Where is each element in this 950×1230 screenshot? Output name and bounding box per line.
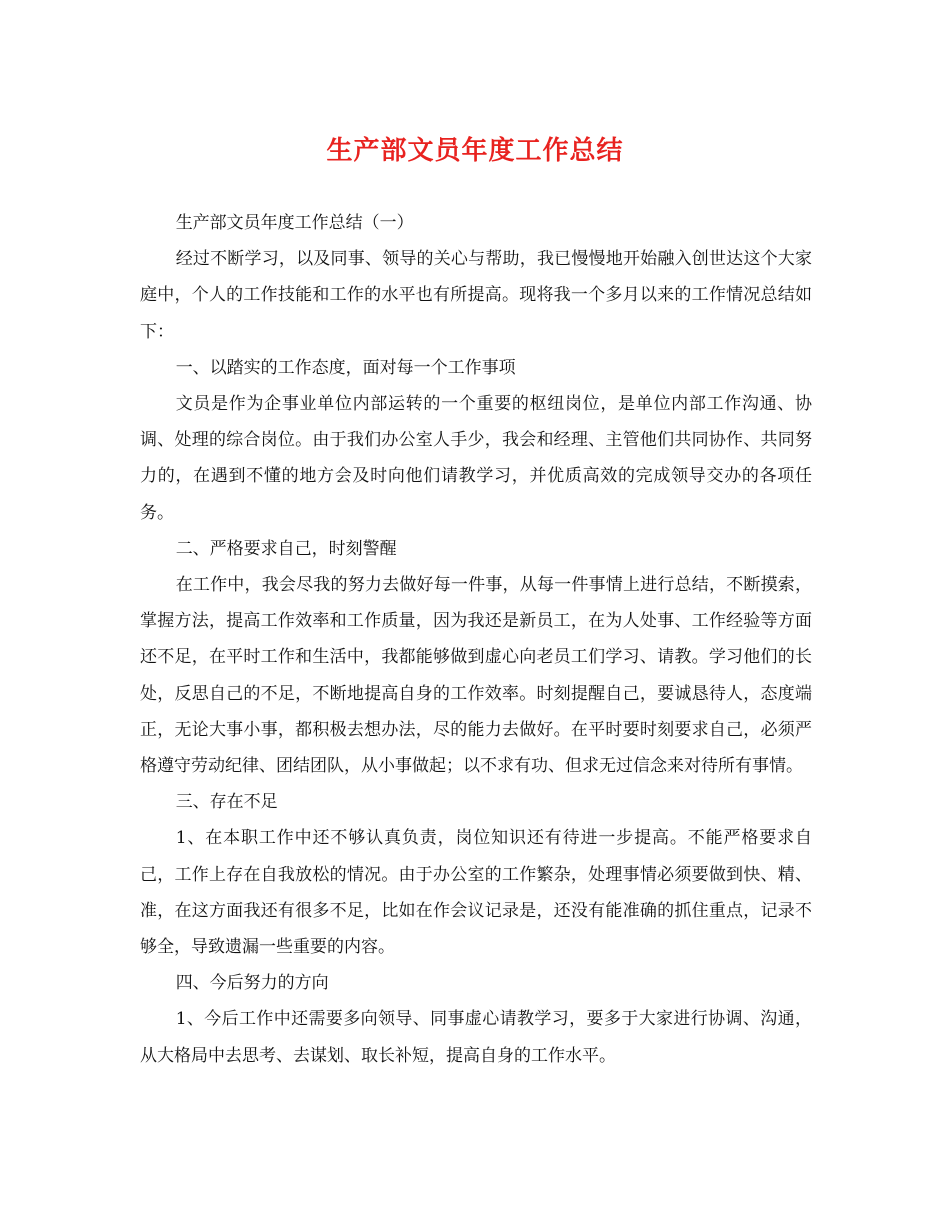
section-heading-2: 二、严格要求自己，时刻警醒 bbox=[175, 538, 397, 559]
intro-paragraph: 经过不断学习，以及同事、领导的关心与帮助，我已慢慢地开始融入创世达这个大家庭中，个人的工作技能和工作的水平也有所提高。现将我一个多月以来的工作情况总结如下： bbox=[140, 249, 812, 342]
subtitle-paragraph: 生产部文员年度工作总结（一） bbox=[175, 213, 414, 233]
section-heading-1: 一、以踏实的工作态度，面对每一个工作事项 bbox=[175, 357, 516, 378]
document-body bbox=[140, 205, 812, 1074]
section-heading-4: 四、今后努力的方向 bbox=[175, 973, 329, 994]
section-1-paragraph: 文员是作为企事业单位内部运转的一个重要的枢纽岗位，是单位内部工作沟通、协调、处理的综合岗位。由于我们办公室人手少，我会和经理、主管他们共同协作、共同努力的，在遇到不懂的地方会及时向他们请教学习，并优质高效的完成领导交办的各项任务。 bbox=[140, 394, 812, 523]
section-4-paragraph: 1、今后工作中还需要多向领导、同事虚心请教学习，要多于大家进行协调、沟通，从大格局中去思考、去谋划、取长补短，提高自身的工作水平。 bbox=[140, 1009, 812, 1066]
section-3-paragraph: 1、在本职工作中还不够认真负责，岗位知识还有待进一步提高。不能严格要求自己，工作上存在自我放松的情况。由于办公室的工作繁杂，处理事情必须要做到快、精、准，在这方面我还有很多不足，比如在作会议记录是，还没有能准确的抓住重点，记录不够全，导致遗漏一些重要的内容。 bbox=[140, 828, 812, 958]
document-title: 生产部文员年度工作总结 bbox=[326, 136, 624, 166]
section-heading-3: 三、存在不足 bbox=[175, 792, 278, 813]
section-2-paragraph: 在工作中，我会尽我的努力去做好每一件事，从每一件事情上进行总结，不断摸索，掌握方法，提高工作效率和工作质量，因为我还是新员工，在为人处事、工作经验等方面还不足，在平时工作和生活中，我都能够做到虚心向老员工们学习、请教。学习他们的长处，反思自己的不足，不断地提高自身的工作效率。时刻提醒自己，要诚恳待人，态度端正，无论大事小事，都积极去想办法，尽的能力去做好。在平时要时刻要求自己，必须严格遵守劳动纪律、团结团队，从小事做起；以不求有功、但求无过信念来对待所有事情。 bbox=[140, 575, 812, 777]
